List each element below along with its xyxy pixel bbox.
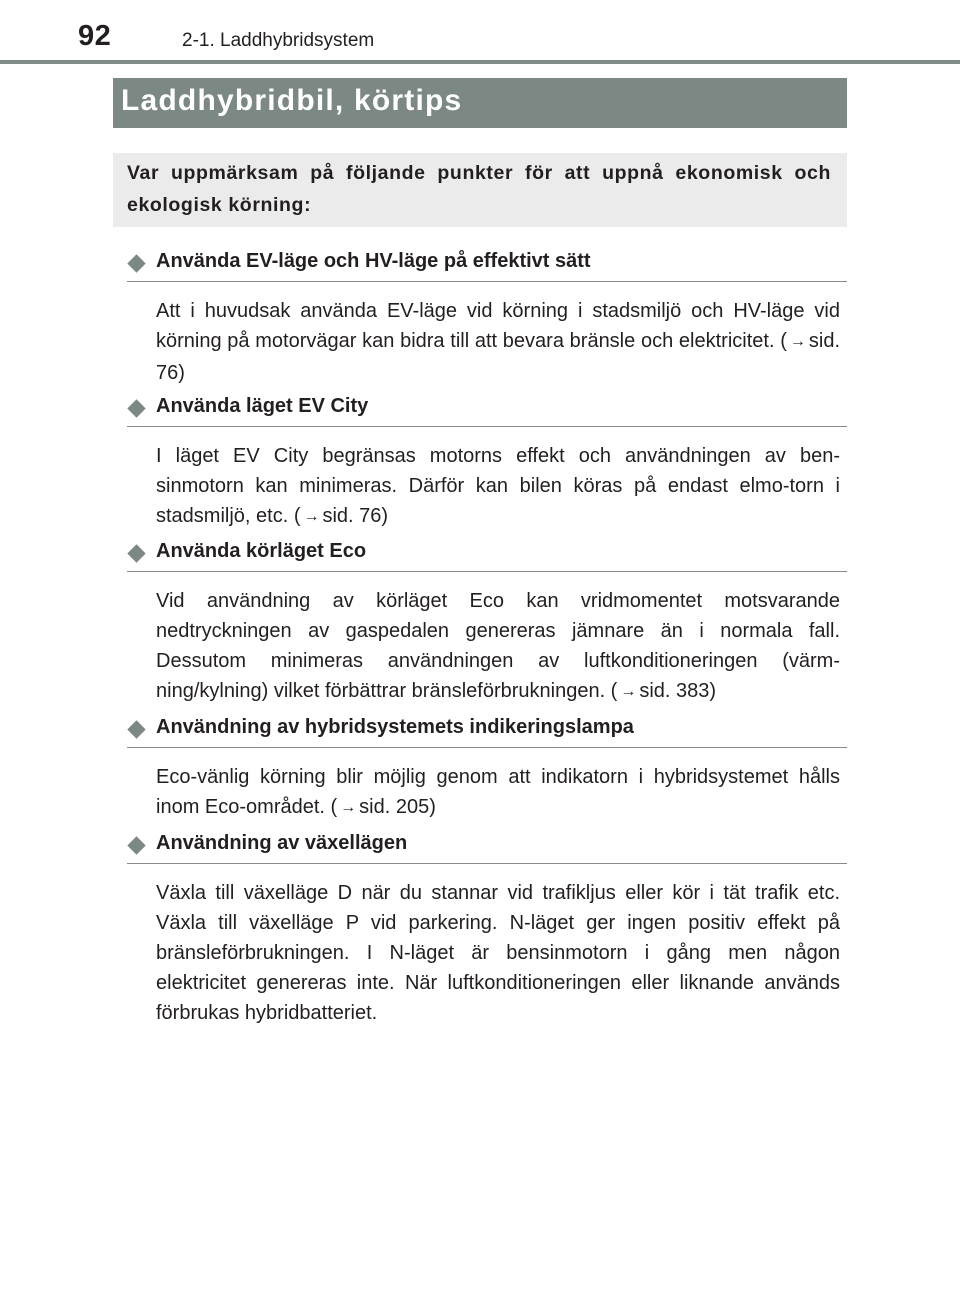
arrow-right-icon: →: [620, 683, 637, 700]
section-gear-positions: [127, 832, 847, 1028]
page-reference[interactable]: sid. 76: [322, 505, 382, 527]
section-heading-text: Använda EV-läge och HV-läge på effektivt sätt: [156, 250, 591, 272]
section-heading-text: Använda körläget Eco: [156, 540, 367, 562]
section-ev-city: [127, 395, 847, 533]
section-heading: [127, 395, 847, 427]
diamond-icon: [127, 720, 145, 738]
section-heading: [127, 540, 847, 572]
section-heading: [127, 716, 847, 748]
body-tail: ): [178, 362, 185, 384]
intro-text: Var uppmärksam på följande punkter för att uppnå ekonomisk och ekologisk körning:: [127, 162, 831, 216]
section-body: [156, 586, 840, 708]
section-indicator: [127, 716, 847, 824]
arrow-right-icon: →: [789, 333, 806, 350]
section-ev-hv: [127, 250, 847, 388]
section-heading-text: Användning av växellägen: [156, 832, 408, 854]
section-heading-text: Användning av hybridsystemets indikeringslampa: [156, 716, 634, 738]
section-heading: [127, 250, 847, 282]
page-title: Laddhybridbil, körtips: [121, 84, 463, 117]
body-text: Växla till växelläge D när du stannar vid trafikljus eller kör i tät trafik etc. Växla till växelläge P vid parkering. N-läget ger ingen positiv effekt på bränsleförbrukningen. I N-läget är bensinmotorn i gång men någon elektricitet genereras inte. När luftkonditioneringen eller liknande används förbrukas hybridbatteriet.: [156, 882, 840, 1024]
body-tail: ): [709, 680, 717, 702]
section-heading: [127, 832, 847, 864]
title-bar: [113, 78, 847, 128]
section-eco-mode: [127, 540, 847, 708]
page-number: 92: [78, 20, 112, 52]
diamond-icon: [127, 254, 145, 272]
page-reference[interactable]: sid. 76: [156, 330, 840, 384]
diamond-icon: [127, 544, 145, 562]
section-body: [156, 878, 840, 1028]
section-body: [156, 441, 840, 533]
body-text: Vid användning av körläget Eco kan vridmomentet motsvarande nedtryckningen av gaspedalen genereras jämnare än i normala fall. Dessutom minimeras användningen av luftkonditioneringen (värm-ning/kylning) vilket förbättrar bränsleförbrukningen. (: [156, 590, 840, 702]
body-text: Eco-vänlig körning blir möjlig genom att indikatorn i hybridsystemet hålls inom Eco-området. (: [156, 766, 840, 818]
arrow-right-icon: →: [340, 799, 357, 816]
diamond-icon: [127, 836, 145, 854]
body-text: I läget EV City begränsas motorns effekt och användningen av ben-sinmotorn kan minimeras. Därför kan bilen köras på endast elmo-torn i stadsmiljö, etc. (: [156, 445, 840, 527]
page-reference[interactable]: sid. 205: [359, 796, 430, 818]
arrow-right-icon: →: [303, 508, 320, 525]
section-body: [156, 762, 840, 824]
header-divider: [0, 60, 960, 64]
diamond-icon: [127, 399, 145, 417]
body-tail: ): [381, 505, 389, 527]
section-heading-text: Använda läget EV City: [156, 395, 369, 417]
intro-box: [113, 153, 847, 227]
body-tail: ): [429, 796, 436, 818]
breadcrumb: 2-1. Laddhybridsystem: [182, 30, 375, 51]
page-reference[interactable]: sid. 383: [639, 680, 710, 702]
body-text: Att i huvudsak använda EV-läge vid körning i stadsmiljö och HV-läge vid körning på motorvägar kan bidra till att bevara bränsle och elektricitet. (: [156, 300, 840, 352]
section-body: [156, 296, 840, 388]
